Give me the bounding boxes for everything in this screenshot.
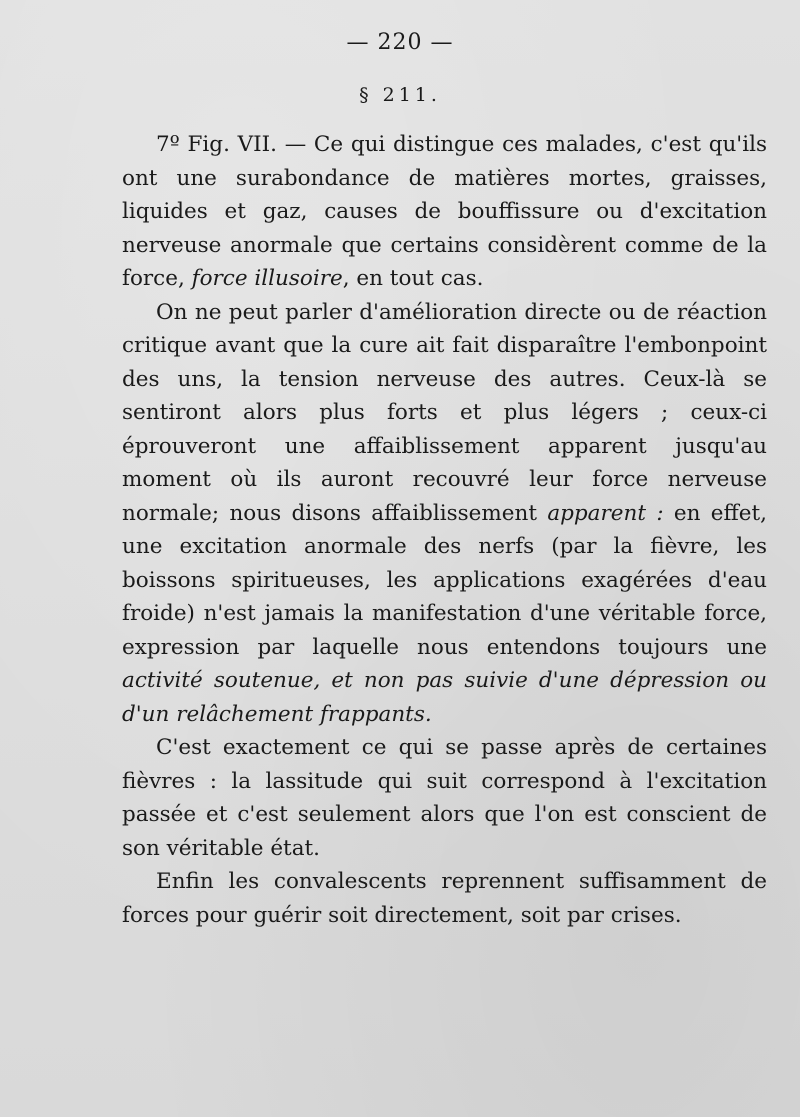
paragraph-1-italic: force illusoire: [191, 266, 343, 291]
paragraph-2-middle: en effet, une excitation anormale des nerfs (par la fièvre, les boissons spiritueuses, les applications exagérées d'eau froide) n'est jamais la manifestation d'une véritable force, expression par laquelle nous entendons toujours une: [122, 500, 767, 660]
paragraph-2: [122, 296, 767, 732]
page-number: — 220 —: [346, 30, 454, 55]
paragraph-1: [122, 128, 767, 296]
paragraph-2-italic-2: activité soutenue, et non pas suivie d'une dépression ou d'un relâchement frappants.: [122, 668, 767, 727]
paragraph-1-text: 7º Fig. VII. — Ce qui distingue ces malades, c'est qu'ils ont une surabondance de matières mortes, graisses, liquides et gaz, causes de bouffissure ou d'excitation nerveuse anormale que certains considèrent comme de la force,: [122, 132, 767, 291]
paragraph-4: [122, 865, 767, 932]
body-text: [122, 128, 767, 932]
paragraph-2-text: On ne peut parler d'amélioration directe ou de réaction critique avant que la cure ait fait disparaître l'embonpoint des uns, la tension nerveuse des autres. Ceux-là se sentiront alors plus forts et plus légers ; ceux-ci éprouveront une affaiblissement apparent jusqu'au moment où ils auront recouvré leur force nerveuse normale; nous disons affaiblissement: [122, 299, 767, 526]
section-heading: § 211.: [359, 84, 441, 106]
paragraph-1-end: , en tout cas.: [342, 266, 484, 291]
paragraph-3-text: C'est exactement ce qui se passe après de certaines fièvres : la lassitude qui suit correspond à l'excitation passée et c'est seulement alors que l'on est conscient de son véritable état.: [122, 735, 767, 861]
paragraph-2-italic: apparent :: [547, 500, 664, 526]
paragraph-4-text: Enfin les convalescents reprennent suffisamment de forces pour guérir soit directement, soit par crises.: [122, 869, 767, 928]
paragraph-3: [122, 731, 767, 865]
